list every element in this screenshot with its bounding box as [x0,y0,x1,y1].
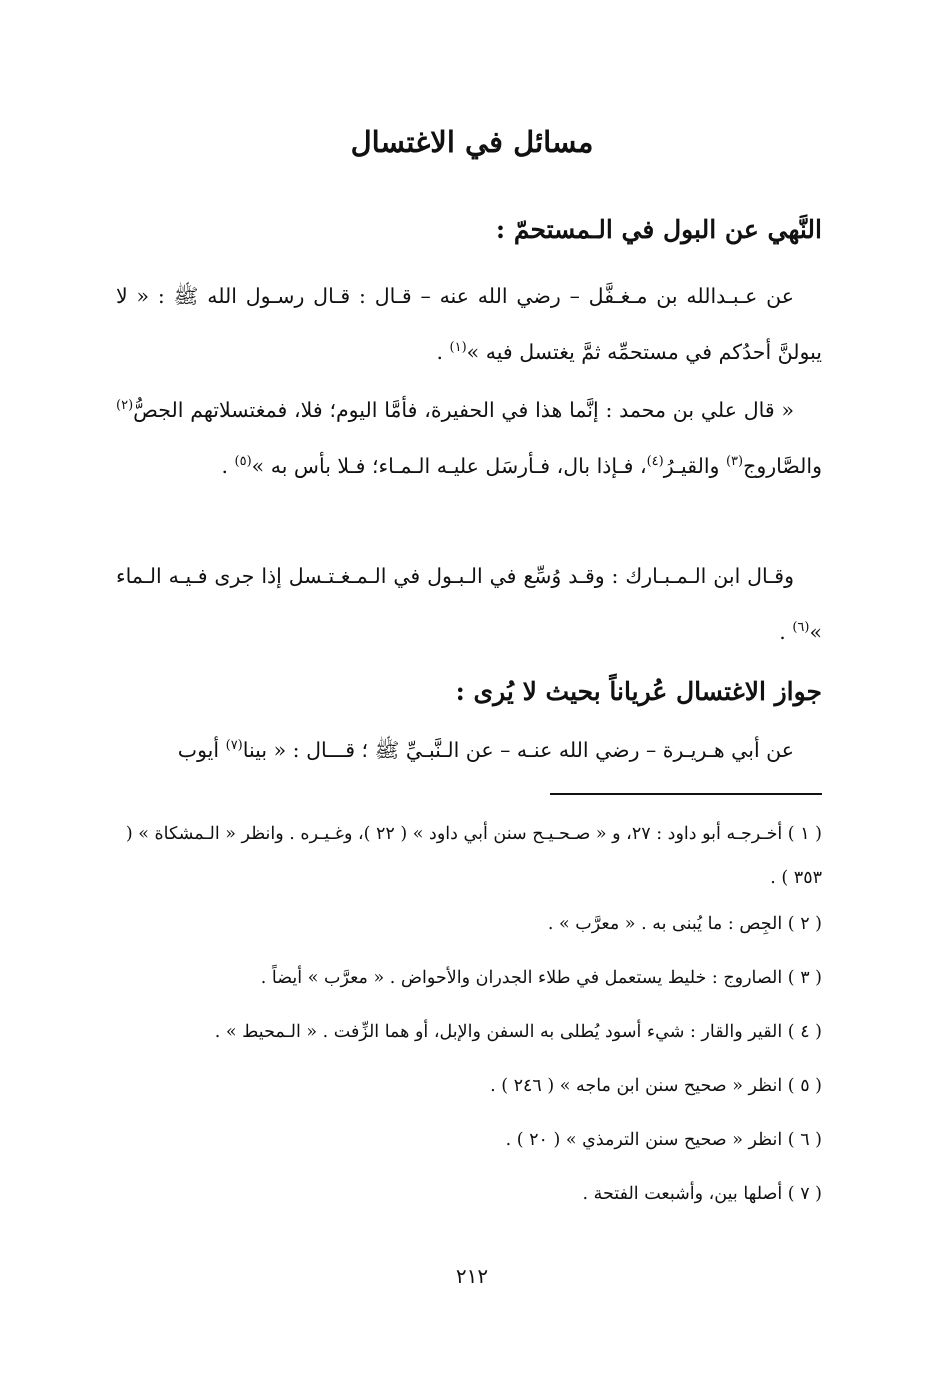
paragraph-text: « قال علي بن محمد : إنَّما هذا في الحفيرة، فأمَّا اليوم؛ فلا، فمغتسلاتهم الجصُّ [133,398,794,422]
paragraph-text: عن عـبـدالله بن مـغـفَّل – رضي الله عنه – قـال : قـال رسـول الله ﷺ : « لا يبولنَّ أحدُكم في مستحمِّه ثمَّ يغتسل فيه » [116,284,822,364]
paragraph-text: والصَّاروج [743,454,822,478]
paragraph-ali-bin-muhammad [116,382,822,494]
footnotes-list [116,812,822,1234]
paragraph-text: عن أبي هـريـرة – رضي الله عنـه – عن الـنَّبـيِّ ﷺ ؛ قـــال : « بينا [242,738,794,762]
footnote-7: ( ٧ ) أصلها بين، وأشبعت الفتحة . [582,1184,822,1204]
footnote-ref: (٧) [225,738,243,754]
footnote-divider [550,793,822,795]
section-heading-urinating-in-bath: النَّهي عن البول في الـمستحمّ : [495,215,822,244]
footnote-2: ( ٢ ) الجِص : ما يُبنى به . « معرَّب » . [547,914,822,934]
paragraph-end: . [221,454,235,478]
page-number: ٢١٢ [455,1264,489,1288]
page-title: مسائل في الاغتسال [350,125,594,159]
section-heading-bathing-naked: جواز الاغتسال عُرياناً بحيث لا يُرى : [455,677,822,706]
footnote-1: ( ١ ) أخـرجـه أبو داود : ٢٧، و « صـحـيـح سنن أبي داود » ( ٢٢ )، وغـيـره . وانظر « الـمشكاة » ( ٣٥٣ ) . [125,824,822,888]
paragraph-text: وقـال ابن الـمـبـارك : وقـد وُسِّع في الـبـول في الـمـغـتـسل إذا جرى فـيـه الـماء » [116,564,822,644]
footnote-6: ( ٦ ) انظر « صحيح سنن الترمذي » ( ٢٠ ) . [505,1130,822,1150]
footnote-ref: (٥) [234,454,252,470]
paragraph-text: والقيـرُ [663,454,726,478]
footnote-ref: (٢) [116,398,134,414]
paragraph-hadith-abdullah [116,268,822,380]
footnote-ref: (٤) [646,454,664,470]
paragraph-hadith-abu-hurayra [116,722,822,778]
paragraph-end: . [779,620,793,644]
footnote-4: ( ٤ ) القير والقار : شيء أسود يُطلى به السفن والإبل، أو هما الزِّفت . « الـمحيط » . [214,1022,822,1042]
footnote-ref: (٣) [725,454,744,470]
footnote-ref: (٦) [792,620,810,636]
paragraph-text: أيوب [177,738,226,762]
paragraph-text: ، فـإذا بال، فـأرسَل عليـه الـمـاء؛ فـلا بأس به » [251,454,647,478]
footnote-ref: (١) [449,340,467,356]
paragraph-ibn-al-mubarak [116,548,822,660]
footnote-5: ( ٥ ) انظر « صحيح سنن ابن ماجه » ( ٢٤٦ ) . [490,1076,822,1096]
footnote-3: ( ٣ ) الصاروج : خليط يستعمل في طلاء الجدران والأحواض . « معرَّب » أيضاً . [260,968,822,988]
paragraph-end: . [436,340,450,364]
